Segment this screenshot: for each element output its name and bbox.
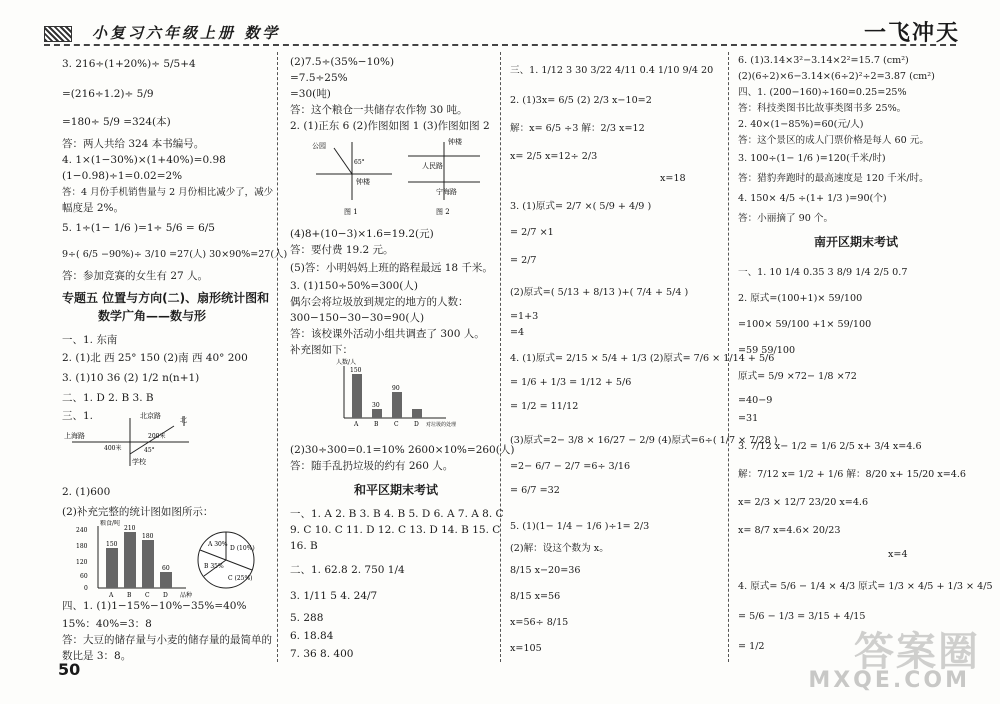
answer-line: 9. C 10. C 11. D 12. C 13. D 14. B 15. C	[290, 524, 501, 536]
answer-line: 2. (1)3x= 6/5 (2) 2/3 x−10=2	[510, 95, 652, 106]
answer-line: = 1/6 + 1/3 = 1/12 + 5/6	[510, 377, 632, 388]
answer-line: 一、1. A 2. B 3. B 4. B 5. D 6. A 7. A 8. C	[290, 508, 504, 520]
answer-line: 答：要付费 19.2 元。	[290, 244, 394, 256]
answer-line: (2)补充完整的统计图如图所示：	[62, 506, 214, 518]
header-divider	[44, 44, 956, 46]
brand-logo: 一飞冲天	[863, 21, 960, 46]
svg-text:C (25%): C (25%)	[228, 575, 253, 582]
answer-line: =(216÷1.2)÷ 5/9	[62, 88, 154, 100]
bar-d	[412, 409, 422, 418]
svg-text:钟楼: 钟楼	[356, 178, 370, 186]
survey-bar-chart	[326, 358, 476, 432]
section-title: 南开区期末考试	[814, 235, 899, 249]
watermark-url: MXQE.COM	[808, 668, 970, 693]
answer-line: 幅度是 2%。	[62, 202, 124, 214]
answer-line: x=4	[888, 549, 908, 560]
answer-line: = 1/2	[738, 641, 765, 652]
answer-line: =2− 6/7 − 2/7 =6÷ 3/16	[510, 461, 631, 472]
column-divider	[277, 52, 278, 662]
answer-line: (2)原式=( 5/13 + 8/13 )+( 7/4 + 5/4 )	[510, 287, 689, 298]
page-number: 50	[58, 660, 81, 679]
svg-text:人数/人: 人数/人	[336, 359, 357, 366]
svg-text:60: 60	[162, 565, 170, 572]
answer-line: 偶尔会将垃圾放到规定的地方的人数：	[290, 296, 469, 308]
answer-line: x= 2/3 × 12/7 23/20 x=4.6	[738, 497, 869, 508]
answer-line: 补充图如下：	[290, 344, 353, 356]
svg-text:0: 0	[84, 585, 88, 592]
bar-b	[372, 409, 382, 418]
answer-line: 3. (1)10 36 (2) 1/2 n(n+1)	[62, 372, 200, 384]
svg-text:钟楼: 钟楼	[448, 138, 462, 146]
answer-line: 答：这个粮仓一共储存农作物 30 吨。	[290, 104, 468, 116]
svg-text:240: 240	[76, 527, 88, 534]
svg-text:对垃圾的处理: 对垃圾的处理	[426, 422, 457, 428]
svg-text:A: A	[109, 592, 114, 598]
answer-line: 3. 216÷(1+20%)÷ 5/5+4	[62, 58, 196, 70]
answer-line: 2. 40×(1−85%)=60(元/人)	[738, 119, 864, 130]
page-header	[0, 0, 1000, 46]
answer-line: 二、1. 62.8 2. 750 1/4	[290, 564, 405, 576]
answer-line: x=105	[510, 643, 542, 654]
svg-text:A 30%: A 30%	[208, 541, 228, 548]
answer-line: 2. (1)正东 6 (2)作图如图 1 (3)作图如图 2	[290, 120, 490, 132]
answer-line: 答：这个景区的成人门票价格是每人 60 元。	[738, 135, 929, 146]
svg-text:90: 90	[392, 385, 400, 392]
answer-line: 二、1. D 2. B 3. B	[62, 392, 154, 404]
answer-line: (2)解：设这个数为 x。	[510, 543, 609, 554]
bar-a	[106, 548, 118, 588]
answer-line: =1+3	[510, 311, 539, 322]
map-label: 45°	[144, 447, 155, 454]
map-label: 北	[180, 416, 187, 424]
bar-c	[392, 392, 402, 418]
grain-charts	[76, 520, 266, 598]
answer-line: 答：参加竞赛的女生有 27 人。	[62, 270, 209, 282]
answer-line: = 5/6 − 1/3 = 3/15 + 4/15	[738, 611, 866, 622]
answer-line: 8/15 x−20=36	[510, 565, 581, 576]
answer-line: =30(吨)	[290, 88, 331, 100]
bar-b	[124, 532, 136, 588]
answer-line: 三、1.	[62, 410, 94, 422]
svg-text:210: 210	[124, 525, 136, 532]
answer-line: 2. 原式=(100+1)× 59/100	[738, 293, 863, 304]
answer-line: (3)原式=2− 3/8 × 16/27 − 2/9 (4)原式=6÷( 1/7 × 7/28 )	[510, 435, 778, 446]
answer-line: 3. 100÷(1− 1/6 )=120(千米/时)	[738, 153, 886, 164]
answer-line: 4. 150× 4/5 ÷(1+ 1/3 )=90(个)	[738, 193, 887, 204]
svg-text:公园: 公园	[312, 142, 326, 150]
answer-line: (2)30÷300=0.1=10% 2600×10%=260(人)	[290, 444, 515, 456]
answer-line: = 2/7	[510, 255, 537, 266]
svg-text:B: B	[127, 592, 132, 598]
answer-line: 解：7/12 x= 1/2 + 1/6 解：8/20 x+ 15/20 x=4.6	[738, 469, 967, 480]
answer-line: 4. 1×(1−30%)×(1+40%)=0.98	[62, 154, 226, 166]
answer-line: = 2/7 ×1	[510, 227, 554, 238]
answer-line: x= 8/7 x=4.6× 20/23	[738, 525, 841, 536]
column-divider	[500, 52, 501, 662]
answer-line: 一、1. 东南	[62, 334, 118, 346]
book-title: 小复习六年级上册 数学	[92, 24, 281, 42]
svg-text:宁海路: 宁海路	[436, 188, 457, 196]
svg-text:D: D	[163, 592, 168, 598]
svg-text:人民路: 人民路	[422, 162, 443, 170]
answer-line: 原式= 5/9 ×72− 1/8 ×72	[738, 371, 857, 382]
answer-line: =180÷ 5/9 =324(本)	[62, 116, 171, 128]
svg-text:C: C	[394, 421, 399, 428]
svg-text:D (10%): D (10%)	[230, 545, 255, 552]
bar-a	[352, 374, 362, 418]
section-title: 专题五 位置与方向(二)、扇形统计图和	[62, 291, 270, 305]
answer-line: 答：随手乱扔垃圾的约有 260 人。	[290, 460, 454, 472]
answer-line: (1−0.98)÷1=0.02=2%	[62, 170, 183, 182]
answer-line: 四、1. (200−160)÷160=0.25=25%	[738, 87, 907, 98]
watermark: 答案圈	[854, 629, 980, 675]
answer-line: 3. 1/11 5 4. 24/7	[290, 590, 378, 602]
answer-line: =40−9	[738, 395, 773, 406]
map-label: 学校	[132, 458, 146, 466]
svg-text:粮食/吨: 粮食/吨	[100, 520, 121, 527]
svg-text:180: 180	[142, 533, 154, 540]
answer-line: = 6/7 =32	[510, 485, 560, 496]
section-title: 和平区期末考试	[354, 483, 439, 497]
map-label: 上海路	[64, 432, 85, 440]
answer-line: 答：两人共给 324 本书编号。	[62, 138, 205, 150]
map-label: 200米	[148, 433, 166, 440]
answer-line: 答：大豆的储存量与小麦的储存量的最简单的	[62, 634, 272, 646]
answer-line: 一、1. 10 1/4 0.35 3 8/9 1/4 2/5 0.7	[738, 267, 908, 278]
answer-line: 9÷( 6/5 −90%)÷ 3/10 =27(人) 30×90%=27(人)	[62, 249, 288, 260]
answer-line: =4	[510, 327, 525, 338]
answer-line: 5. (1)(1− 1/4 − 1/6 )÷1= 2/3	[510, 521, 650, 532]
svg-text:C: C	[145, 592, 150, 598]
bar-d	[160, 572, 172, 588]
answer-line: 5. 288	[290, 612, 324, 624]
answer-line: 三、1. 1/12 3 30 3/22 4/11 0.4 1/10 9/4 20	[510, 65, 714, 76]
svg-text:B: B	[374, 421, 379, 428]
answer-line: 8/15 x=56	[510, 591, 561, 602]
answer-line: 2. (1)北 西 25° 150 (2)南 西 40° 200	[62, 352, 248, 364]
svg-text:120: 120	[76, 559, 88, 566]
answer-line: (2)7.5÷(35%−10%)	[290, 56, 395, 68]
bar-c	[142, 540, 154, 588]
direction-figures	[312, 134, 482, 218]
answer-line: =7.5÷25%	[290, 72, 348, 84]
svg-text:30: 30	[372, 402, 380, 409]
answer-line: 2. (1)600	[62, 486, 111, 498]
svg-text:图 2: 图 2	[436, 208, 450, 216]
answer-line: 数比是 3：8。	[62, 650, 132, 662]
answer-line: 6. 18.84	[290, 630, 334, 642]
answer-line: x=56÷ 8/15	[510, 617, 569, 628]
book-logo-icon	[44, 26, 72, 42]
svg-text:品种: 品种	[180, 592, 193, 598]
svg-text:150: 150	[106, 541, 118, 548]
answer-line: =59 59/100	[738, 345, 796, 356]
map-label: 400米	[104, 445, 122, 452]
answer-line: 4. 原式= 5/6 − 1/4 × 4/3 原式= 1/3 × 4/5 + 1/3 × 4/5	[738, 581, 993, 592]
answer-line: 300−150−30−30=90(人)	[290, 312, 425, 324]
answer-line: 6. (1)3.14×3²−3.14×2²=15.7 (cm²)	[738, 55, 909, 66]
answer-line: (4)8+(10−3)×1.6=19.2(元)	[290, 228, 434, 240]
svg-text:B 35%: B 35%	[204, 563, 224, 570]
svg-text:60: 60	[80, 573, 88, 580]
answer-line: 答：小丽摘了 90 个。	[738, 213, 834, 224]
answer-line: 7. 36 8. 400	[290, 648, 354, 660]
answer-line: 答：猎豹奔跑时的最高速度是 120 千米/时。	[738, 173, 929, 184]
answer-line: 4. (1)原式= 2/15 × 5/4 + 1/3 (2)原式= 7/6 × 1/14 + 5/6	[510, 353, 775, 364]
svg-text:图 1: 图 1	[344, 208, 358, 216]
answer-line: 答：4 月份手机销售量与 2 月份相比减少了，减少	[62, 187, 274, 198]
section-title: 数学广角——数与形	[98, 309, 207, 323]
answer-line: 3. (1)原式= 2/7 ×( 5/9 + 4/9 )	[510, 201, 652, 212]
answer-line: x=18	[660, 173, 686, 184]
answer-line: 16. B	[290, 540, 318, 552]
answer-line: 3. (1)150÷50%=300(人)	[290, 280, 418, 292]
answer-line: 解：x= 6/5 ÷3 解：2/3 x=12	[510, 123, 645, 134]
answer-line: (5)答：小明妈妈上班的路程最远 18 千米。	[290, 262, 493, 274]
answer-line: 四、1. (1)1−15%−10%−35%=40%	[62, 600, 247, 612]
answer-line: 5. 1÷(1− 1/6 )=1÷ 5/6 = 6/5	[62, 222, 215, 234]
answer-line: 答：该校课外活动小组共调查了 300 人。	[290, 328, 485, 340]
answer-line: = 1/2 = 11/12	[510, 401, 579, 412]
svg-text:D: D	[414, 421, 419, 428]
answer-line: 答：科技类图书比故事类图书多 25%。	[738, 103, 907, 114]
map-label: 北京路	[140, 412, 161, 420]
svg-text:180: 180	[76, 543, 88, 550]
map-figure	[64, 412, 194, 468]
answer-line: =100× 59/100 +1× 59/100	[738, 319, 872, 330]
answer-line: x= 2/5 x=12÷ 2/3	[510, 151, 598, 162]
answer-line: (2)(6÷2)×6−3.14×(6÷2)²÷2=3.87 (cm²)	[738, 71, 935, 82]
svg-text:A: A	[354, 421, 359, 428]
answer-line: 3. 7/12 x− 1/2 = 1/6 2/5 x+ 3/4 x=4.6	[738, 441, 922, 452]
answer-line: 15%：40%=3：8	[62, 618, 152, 630]
answer-line: =31	[738, 413, 759, 424]
svg-text:150: 150	[350, 367, 362, 374]
svg-text:65°: 65°	[354, 159, 365, 166]
